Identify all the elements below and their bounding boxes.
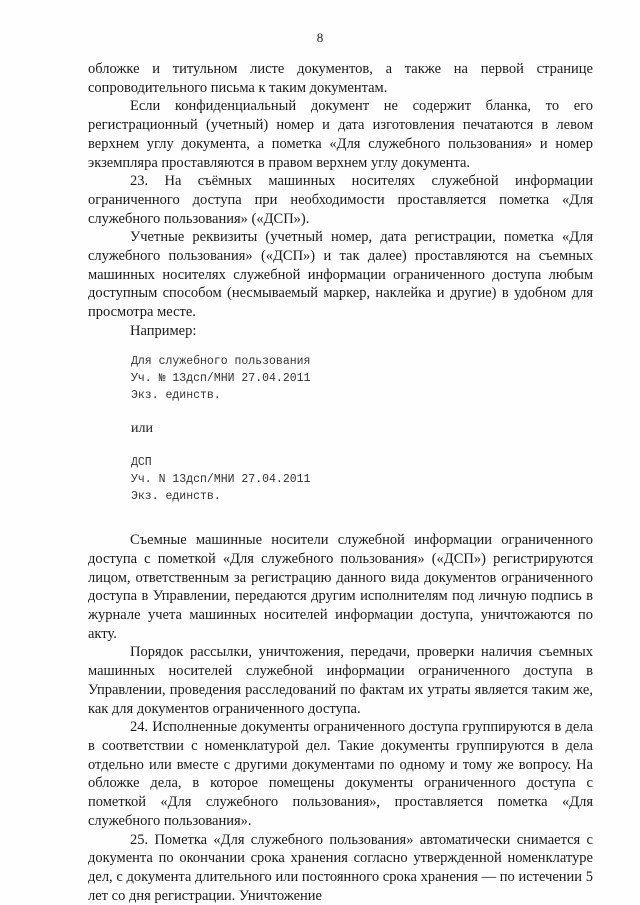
or-separator: или: [131, 420, 153, 436]
spacer: [88, 505, 593, 531]
example-block-2: [131, 454, 593, 505]
example-line: Для служебного пользования: [131, 354, 311, 368]
example-line: Уч. № 13дсп/МНИ 27.04.2011: [131, 371, 311, 385]
example-block-1: [131, 353, 593, 404]
paragraph: Съемные машинные носители служебной информации ограниченного доступа с пометкой «Для служебного пользования» («ДСП») регистрируются лицом, ответственным за регистрацию данного вида документов ограниченного доступа в Управлении, передаются другим исполнителям под личную подпись в журнале учета машинных носителей информации доступа, уничтожаются по акту.: [88, 532, 593, 642]
paragraph: 24. Исполненные документы ограниченного доступа группируются в дела в соответствии с номенклатурой дел. Такие документы группируются в дела отдельно или вместе с другими документами по одному и тому же вопросу. На обложке дела, в которое помещены документы ограниченного доступа с пометкой «Для служебного пользования», проставляется пометка «Для служебного пользования».: [88, 719, 593, 829]
example-line: Уч. N 13дсп/МНИ 27.04.2011: [131, 473, 311, 487]
paragraph-example-intro: Например:: [130, 322, 197, 339]
example-line: ДСП: [131, 456, 152, 470]
paragraph: 25. Пометка «Для служебного пользования» автоматически снимается с документа по окончании срока хранения согласно утвержденной номенклатуре дел, с документа длительного или постоянного срока хранения — по истечении 5 лет со дня регистрации. Уничтожение: [88, 831, 593, 904]
example-line: Экз. единств.: [131, 388, 221, 402]
page-number: 8: [316, 30, 324, 45]
paragraph: Порядок рассылки, уничтожения, передачи, проверки наличия съемных машинных носителей служебной информации ограниченного доступа в Управлении, проведения расследований по фактам их утраты является таким же, как для документов ограниченного доступа.: [88, 644, 593, 717]
paragraph: Учетные реквизиты (учетный номер, дата регистрации, пометка «Для служебного пользования» («ДСП») и так далее) проставляются на съемных машинных носителях служебной информации ограниченного доступа любым доступным способом (несмываемый маркер, наклейка и другие) в удобном для просмотра месте.: [88, 229, 593, 321]
paragraph: обложке и титульном листе документов, а также на первой странице сопроводительного письма к таким документам.: [88, 61, 593, 96]
example-line: Экз. единств.: [131, 490, 221, 504]
paragraph: 23. На съёмных машинных носителях служебной информации ограниченного доступа при необходимости проставляется пометка «Для служебного пользования» («ДСП»).: [88, 173, 593, 227]
paragraph: Если конфиденциальный документ не содержит бланка, то его регистрационный (учетный) номер и дата изготовления печатаются в левом верхнем углу документа, а пометка «Для служебного пользования» и номер экземпляра проставляются в правом верхнем углу документа.: [88, 98, 593, 171]
document-body: [88, 60, 593, 905]
